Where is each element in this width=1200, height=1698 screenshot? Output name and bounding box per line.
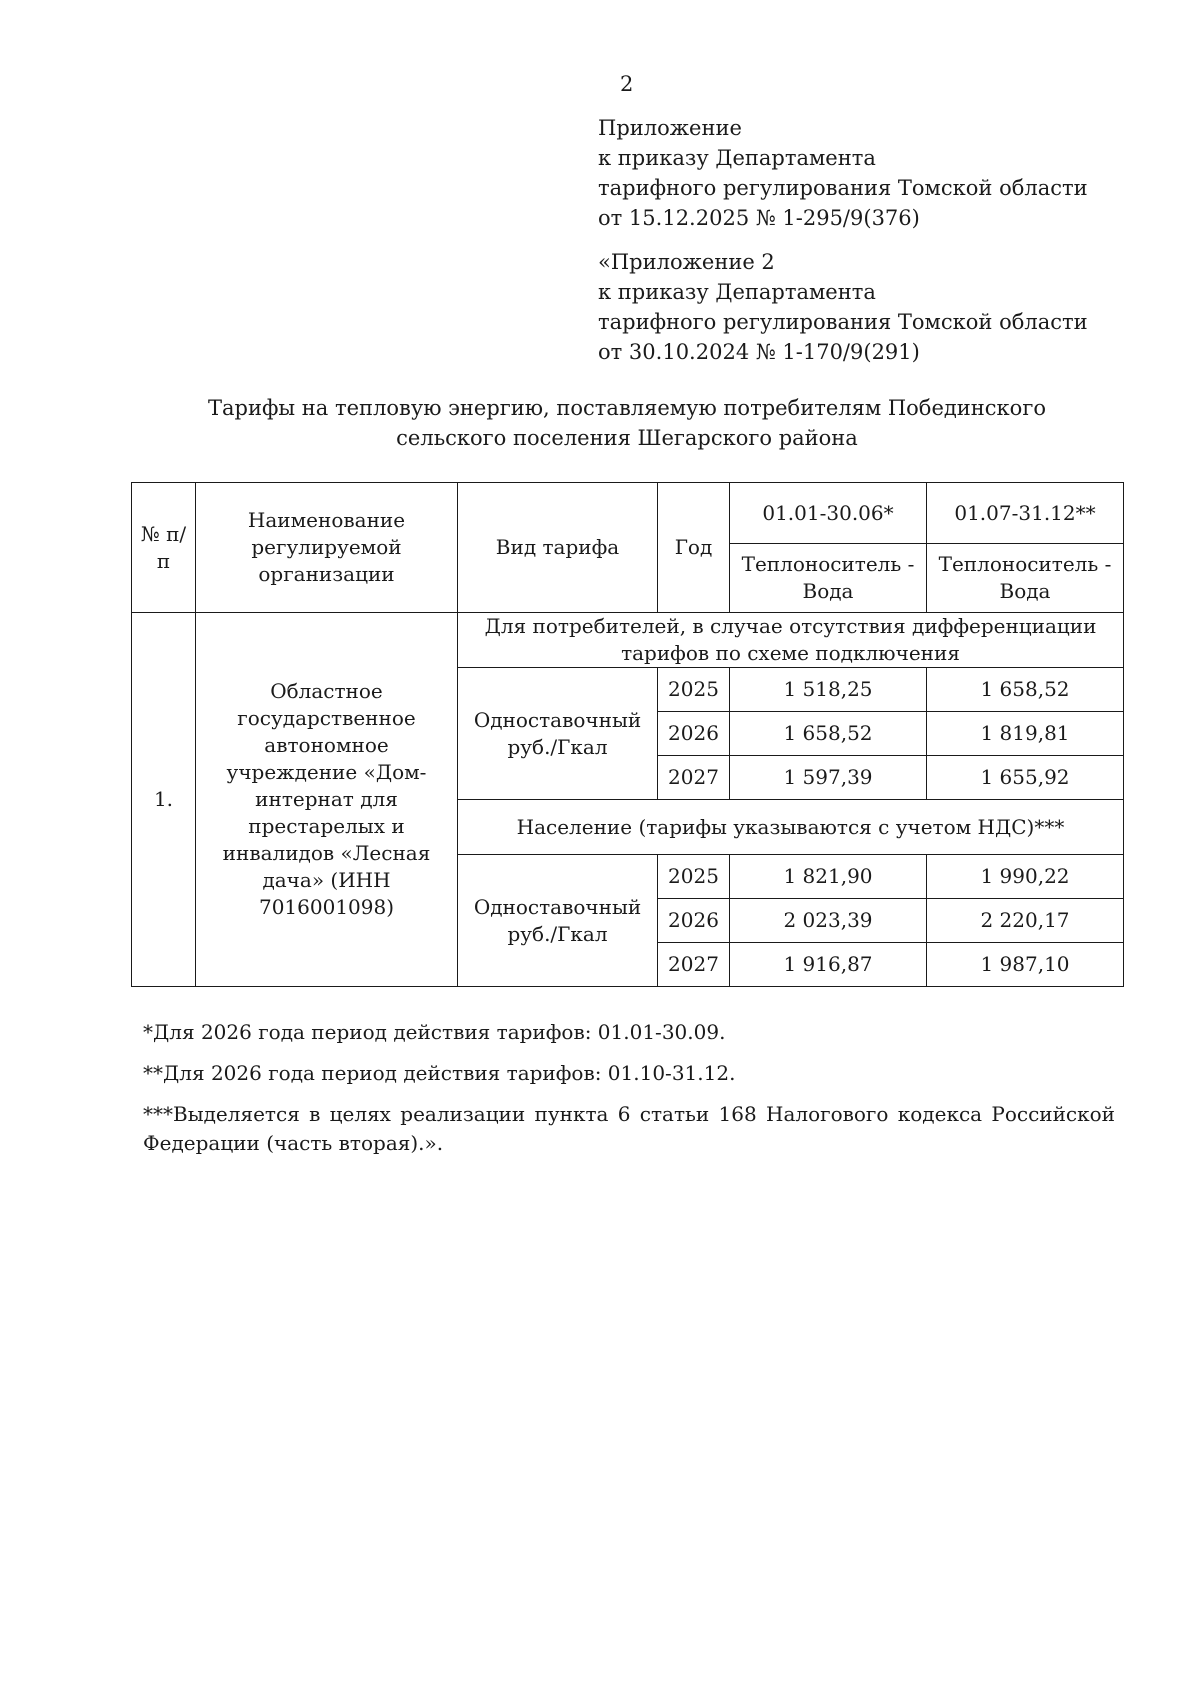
year-cell: 2025 (658, 855, 730, 899)
value-cell: 1 819,81 (927, 712, 1124, 756)
header-carrier-2: Теплоноситель - Вода (927, 544, 1124, 613)
tariff-table (131, 482, 1124, 987)
document-title (132, 393, 1122, 453)
title-line-2: сельского поселения Шегарского района (396, 426, 858, 450)
appendix-2-line: от 30.10.2024 № 1-170/9(291) (598, 340, 920, 364)
header-carrier-1: Теплоноситель - Вода (730, 544, 927, 613)
organization-name: Областное государственное автономное учреждение «Дом-интернат для престарелых и инвалидов «Лесная дача» (ИНН 7016001098) (196, 613, 458, 987)
page-number: 2 (620, 72, 634, 96)
year-cell: 2027 (658, 943, 730, 987)
year-cell: 2027 (658, 756, 730, 800)
appendix-1-line: тарифного регулирования Томской области (598, 176, 1088, 200)
value-cell: 1 658,52 (927, 668, 1124, 712)
section-heading-row (132, 613, 1124, 668)
footnote-2: **Для 2026 года период действия тарифов: 01.10-31.12. (143, 1061, 736, 1085)
value-cell: 1 655,92 (927, 756, 1124, 800)
value-cell: 1 916,87 (730, 943, 927, 987)
section-1-heading: Для потребителей, в случае отсутствия дифференциации тарифов по схеме подключения (458, 613, 1124, 668)
header-row (132, 483, 1124, 544)
value-cell: 1 658,52 (730, 712, 927, 756)
appendix-2-block (598, 247, 1138, 367)
section-2-tariff: Одноставочный руб./Гкал (458, 855, 658, 987)
header-period-1: 01.01-30.06* (730, 483, 927, 544)
header-tariff-type: Вид тарифа (458, 483, 658, 613)
year-cell: 2026 (658, 712, 730, 756)
appendix-2-line: к приказу Департамента (598, 280, 876, 304)
header-year: Год (658, 483, 730, 613)
value-cell: 2 023,39 (730, 899, 927, 943)
row-number: 1. (132, 613, 196, 987)
footnote-3: ***Выделяется в целях реализации пункта 6 статьи 168 Налогового кодекса Российской Федерации (часть вторая).». (143, 1102, 1115, 1155)
value-cell: 2 220,17 (927, 899, 1124, 943)
value-cell: 1 990,22 (927, 855, 1124, 899)
appendix-2-line: тарифного регулирования Томской области (598, 310, 1088, 334)
value-cell: 1 821,90 (730, 855, 927, 899)
appendix-1-line: к приказу Департамента (598, 146, 876, 170)
footnotes (143, 1018, 1115, 1170)
title-line-1: Тарифы на тепловую энергию, поставляемую потребителям Побединского (208, 396, 1046, 420)
footnote-1: *Для 2026 года период действия тарифов: 01.01-30.09. (143, 1020, 726, 1044)
appendix-2-line: «Приложение 2 (598, 250, 775, 274)
value-cell: 1 518,25 (730, 668, 927, 712)
header-period-2: 01.07-31.12** (927, 483, 1124, 544)
value-cell: 1 597,39 (730, 756, 927, 800)
appendix-1-line: от 15.12.2025 № 1-295/9(376) (598, 206, 920, 230)
section-1-tariff: Одноставочный руб./Гкал (458, 668, 658, 800)
section-2-heading: Население (тарифы указываются с учетом НДС)*** (458, 800, 1124, 855)
year-cell: 2026 (658, 899, 730, 943)
value-cell: 1 987,10 (927, 943, 1124, 987)
year-cell: 2025 (658, 668, 730, 712)
header-num: № п/п (132, 483, 196, 613)
appendix-1-line: Приложение (598, 116, 742, 140)
header-organization: Наименование регулируемой организации (196, 483, 458, 613)
appendix-1-block (598, 113, 1138, 233)
